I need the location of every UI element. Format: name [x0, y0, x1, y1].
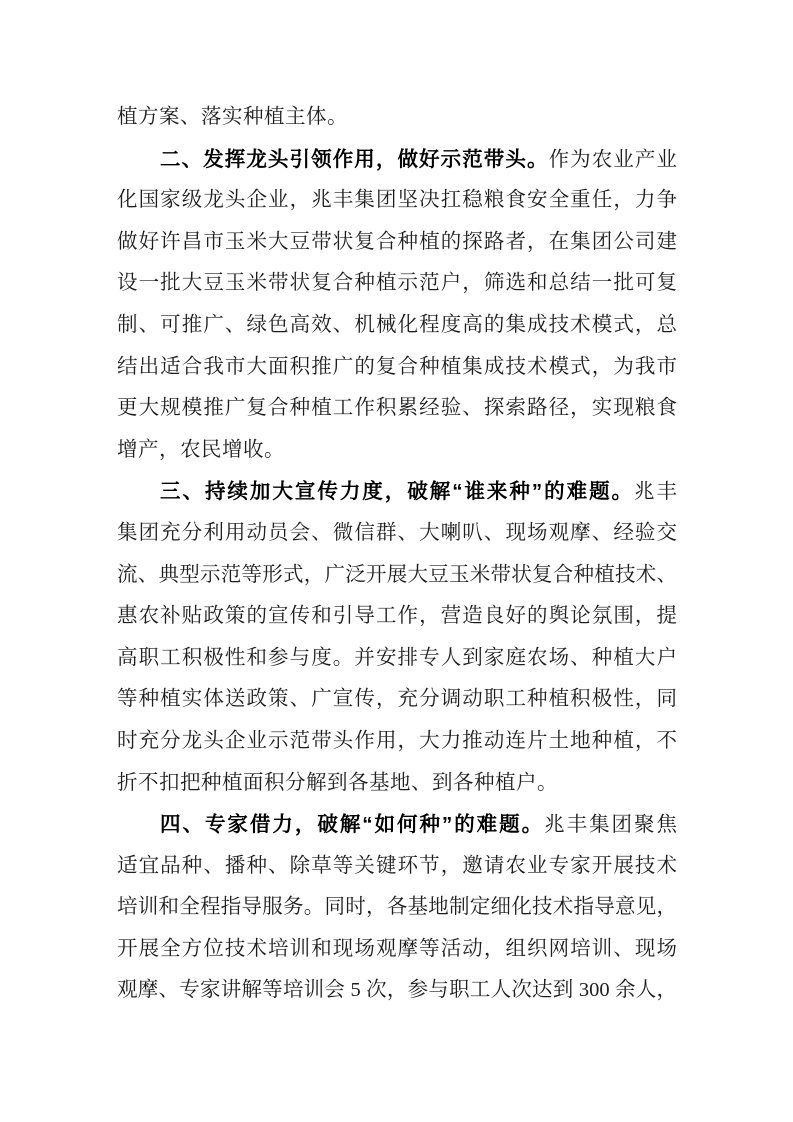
text-line — [117, 388, 677, 430]
body-run: 时充分龙头企业示范带头作用，大力推动连片土地种植，不 — [117, 729, 677, 752]
body-run: 集团充分利用动员会、微信群、大喇叭、现场观摩、经验交 — [117, 521, 677, 544]
text-line — [117, 97, 677, 139]
body-run: 等种植实体送政策、广宣传，充分调动职工种植积极性，同 — [117, 688, 677, 711]
text-line — [117, 596, 677, 638]
body-run: 制、可推广、绿色高效、机械化程度高的集成技术模式，总 — [117, 313, 677, 336]
body-run: 增产，农民增收。 — [117, 438, 285, 461]
text-line — [117, 638, 677, 680]
section-heading-line — [117, 804, 677, 846]
text-line — [117, 430, 677, 472]
body-run: 兆丰集团聚焦 — [544, 814, 677, 837]
body-run: 更大规模推广复合种植工作积累经验、探索路径，实现粮食 — [117, 397, 677, 420]
body-run: 结出适合我市大面积推广的复合种植集成技术模式，为我市 — [117, 355, 677, 378]
body-run: 作为农业产业 — [548, 148, 677, 171]
section-heading-line — [117, 471, 677, 513]
body-run: 开展全方位技术培训和现场观摩等活动，组织网培训、现场 — [117, 937, 677, 960]
text-line — [117, 970, 677, 1012]
text-line — [117, 679, 677, 721]
text-line — [117, 513, 677, 555]
body-run: 流、典型示范等形式，广泛开展大豆玉米带状复合种植技术、 — [117, 563, 677, 586]
text-line — [117, 763, 677, 805]
body-run: 做好许昌市玉米大豆带状复合种植的探路者，在集团公司建 — [117, 230, 677, 253]
text-line — [117, 846, 677, 888]
text-line — [117, 347, 677, 389]
body-run: 兆丰 — [634, 481, 677, 504]
body-run: 适宜品种、播种、除草等关键环节，邀请农业专家开展技术 — [117, 854, 677, 877]
body-run: 化国家级龙头企业，兆丰集团坚决扛稳粮食安全重任，力争 — [117, 189, 677, 212]
body-run: 观摩、专家讲解等培训会 5 次，参与职工人次达到 300 余人， — [117, 979, 677, 1002]
section-heading-line — [117, 139, 677, 181]
body-run: 惠农补贴政策的宣传和引导工作，营造良好的舆论氛围，提 — [117, 605, 677, 628]
text-line — [117, 263, 677, 305]
text-line — [117, 929, 677, 971]
text-line — [117, 555, 677, 597]
body-run: 折不扣把种植面积分解到各基地、到各种植户。 — [117, 771, 558, 794]
text-line — [117, 887, 677, 929]
body-run: 培训和全程指导服务。同时，各基地制定细化技术指导意见， — [117, 896, 677, 919]
document-text — [117, 97, 677, 1012]
heading-bold-run: 四、专家借力，破解“如何种”的难题。 — [160, 813, 545, 837]
heading-bold-run: 三、持续加大宣传力度，破解“谁来种”的难题。 — [160, 480, 635, 504]
body-run: 高职工积极性和参与度。并安排专人到家庭农场、种植大户 — [117, 646, 677, 669]
body-run: 植方案、落实种植主体。 — [117, 106, 348, 128]
heading-bold-run: 二、发挥龙头引领作用，做好示范带头。 — [160, 147, 549, 171]
text-line — [117, 180, 677, 222]
body-run: 设一批大豆玉米带状复合种植示范户，筛选和总结一批可复 — [117, 272, 677, 295]
text-line — [117, 305, 677, 347]
text-line — [117, 222, 677, 264]
text-line — [117, 721, 677, 763]
